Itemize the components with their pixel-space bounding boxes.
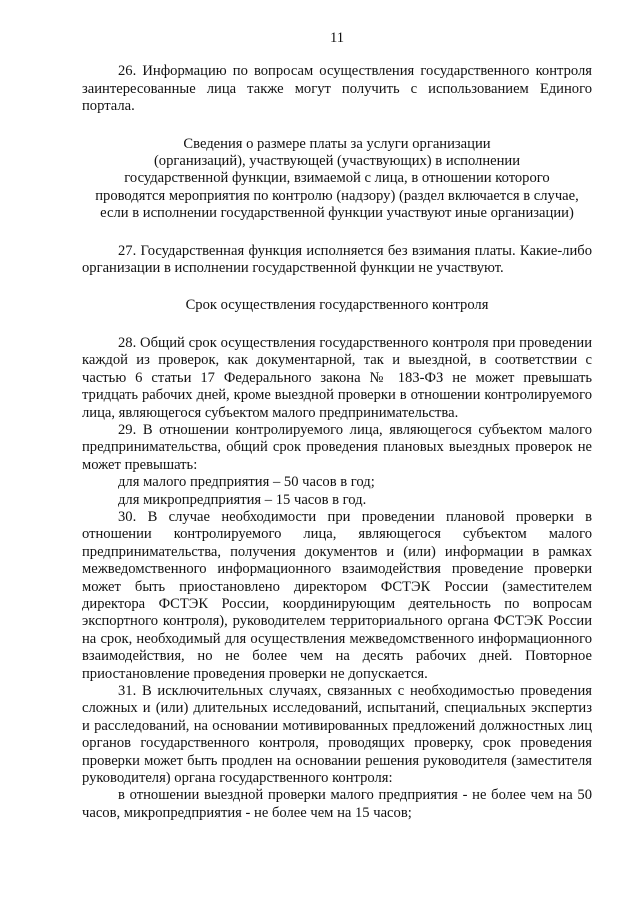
section-heading-term: Срок осуществления государственного контроля [185, 297, 489, 314]
paragraph-27: 27. Государственная функция исполняется без взимания платы. Какие-либо организации в исполнении государственной функции не участвуют. [82, 242, 592, 277]
heading-line: Сведения о размере платы за услуги организации [183, 135, 491, 152]
page-number: 11 [329, 30, 345, 46]
paragraph-31: 31. В исключительных случаях, связанных с необходимостью проведения сложных и (или) длительных исследований, испытаний, специальных экспертиз и расследований, на основании мотивированных предложений должностных лиц органов государственного контроля, проводящих проверку, срок проведения проверки может быть продлен на основании решения руководителя (заместителя руководителя) органа государственного контроля: [82, 683, 592, 787]
paragraph-29: 29. В отношении контролируемого лица, являющегося субъектом малого предпринимательства, общий срок проведения плановых выездных проверок не может превышать: [82, 421, 592, 473]
list-item-small-enterprise: для малого предприятия – 50 часов в год; [118, 474, 375, 491]
heading-line: проводятся мероприятия по контролю (надзору) (раздел включается в случае, [95, 187, 579, 204]
paragraph-26: 26. Информацию по вопросам осуществления государственного контроля заинтересованные лица также могут получить с использованием Единого портала. [82, 63, 592, 115]
list-item-extension: в отношении выездной проверки малого предприятия - не более чем на 50 часов, микропредприятия - не более чем на 15 часов; [82, 787, 592, 821]
heading-line: если в исполнении государственной функции участвуют иные организации) [100, 205, 574, 222]
list-item-micro-enterprise: для микропредприятия – 15 часов в год. [118, 491, 367, 508]
heading-line: (организаций), участвующей (участвующих) в исполнении [153, 153, 521, 170]
paragraph-28: 28. Общий срок осуществления государственного контроля при проведении каждой из проверок, как документарной, так и выездной, в соответствии с частью 6 статьи 17 Федерального закона № 183-ФЗ не может превышать тридцать рабочих дней, кроме выездной проверки в отношении контролируемого лица, являющегося субъектом малого предпринимательства. [82, 334, 592, 421]
paragraph-30: 30. В случае необходимости при проведении плановой проверки в отношении контролируемого лица, являющегося субъектом малого предпринимательства, получения документов и (или) информации в рамках межведомственного информационного взаимодействия проведение проверки может быть приостановлено директором ФСТЭК России (заместителем директора ФСТЭК России, координирующим деятельность по вопросам экспортного контроля), руководителем территориального органа ФСТЭК России на срок, необходимый для осуществления межведомственного информационного взаимодействия, но не более чем на десять рабочих дней. Повторное приостановление проведения проверки не допускается. [82, 508, 592, 682]
heading-line: государственной функции, взимаемой с лица, в отношении которого [124, 170, 550, 187]
document-page [82, 30, 592, 822]
section-heading-fee [82, 136, 592, 223]
